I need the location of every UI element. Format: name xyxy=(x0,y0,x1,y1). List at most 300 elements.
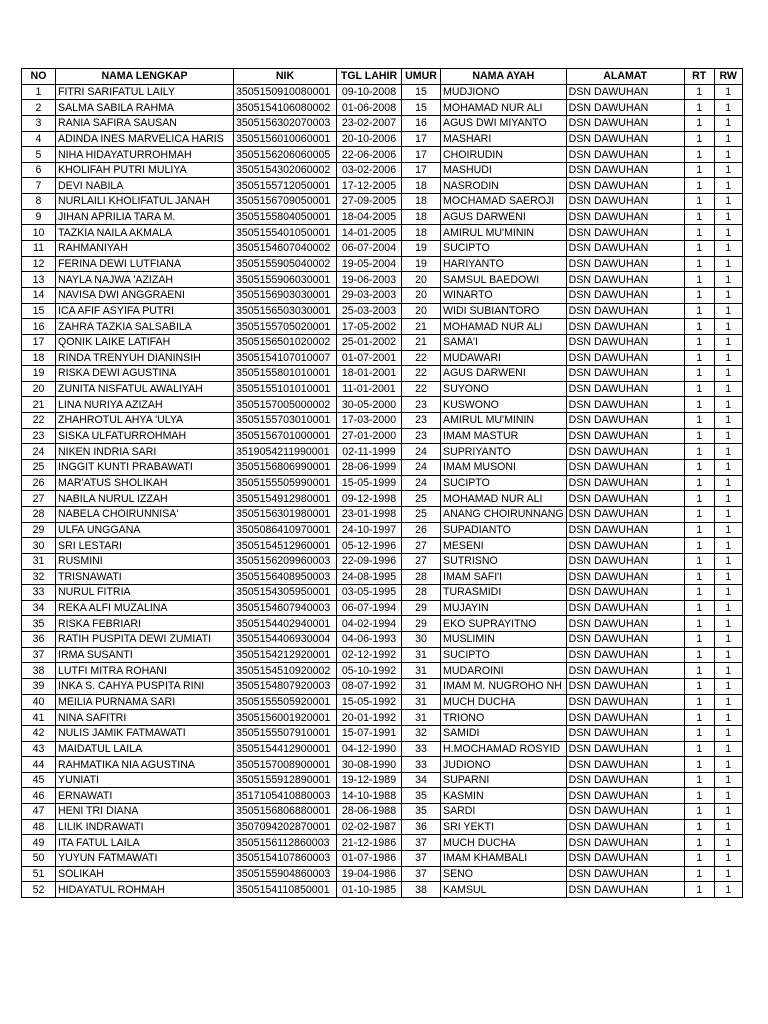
cell-no: 12 xyxy=(22,256,56,272)
cell-no: 6 xyxy=(22,162,56,178)
cell-tgl-lahir: 27-09-2005 xyxy=(337,194,402,210)
table-row xyxy=(22,178,743,194)
cell-nama-ayah: MUCH DUCHA xyxy=(441,694,567,710)
cell-nik: 3505154110850001 xyxy=(234,882,337,898)
cell-nama-ayah: TURASMIDI xyxy=(441,585,567,601)
cell-alamat: DSN DAWUHAN xyxy=(566,569,684,585)
cell-umur: 18 xyxy=(402,178,441,194)
cell-no: 14 xyxy=(22,287,56,303)
table-row xyxy=(22,115,743,131)
cell-nama-lengkap: RISKA DEWI AGUSTINA xyxy=(56,366,234,382)
cell-umur: 25 xyxy=(402,506,441,522)
table-row xyxy=(22,788,743,804)
cell-no: 17 xyxy=(22,334,56,350)
cell-no: 30 xyxy=(22,538,56,554)
cell-umur: 20 xyxy=(402,303,441,319)
cell-no: 23 xyxy=(22,428,56,444)
cell-rt: 1 xyxy=(684,600,714,616)
cell-umur: 29 xyxy=(402,600,441,616)
cell-umur: 17 xyxy=(402,131,441,147)
cell-rt: 1 xyxy=(684,882,714,898)
cell-alamat: DSN DAWUHAN xyxy=(566,553,684,569)
cell-no: 37 xyxy=(22,647,56,663)
header-rw: RW xyxy=(714,69,742,85)
cell-rt: 1 xyxy=(684,632,714,648)
cell-rw: 1 xyxy=(714,178,742,194)
cell-nama-lengkap: ITA FATUL LAILA xyxy=(56,835,234,851)
cell-rt: 1 xyxy=(684,491,714,507)
cell-nama-ayah: MOCHAMAD SAEROJI xyxy=(441,194,567,210)
cell-alamat: DSN DAWUHAN xyxy=(566,835,684,851)
cell-rw: 1 xyxy=(714,851,742,867)
cell-nama-ayah: AGUS DARWENI xyxy=(441,209,567,225)
table-row xyxy=(22,851,743,867)
cell-nama-lengkap: SALMA SABILA RAHMA xyxy=(56,100,234,116)
cell-nama-lengkap: NULIS JAMIK FATMAWATI xyxy=(56,725,234,741)
cell-no: 36 xyxy=(22,632,56,648)
cell-umur: 22 xyxy=(402,381,441,397)
cell-nama-ayah: MOHAMAD NUR ALI xyxy=(441,319,567,335)
cell-rt: 1 xyxy=(684,147,714,163)
cell-nama-lengkap: QONIK LAIKE LATIFAH xyxy=(56,334,234,350)
cell-nama-ayah: IMAM MASTUR xyxy=(441,428,567,444)
cell-nama-lengkap: TAZKIA NAILA AKMALA xyxy=(56,225,234,241)
cell-rt: 1 xyxy=(684,428,714,444)
cell-umur: 16 xyxy=(402,115,441,131)
cell-nama-ayah: KAMSUL xyxy=(441,882,567,898)
cell-rt: 1 xyxy=(684,444,714,460)
cell-nama-lengkap: RAHMATIKA NIA AGUSTINA xyxy=(56,757,234,773)
table-row xyxy=(22,772,743,788)
cell-alamat: DSN DAWUHAN xyxy=(566,428,684,444)
cell-rw: 1 xyxy=(714,585,742,601)
cell-umur: 20 xyxy=(402,287,441,303)
cell-nama-ayah: SAMSUL BAEDOWI xyxy=(441,272,567,288)
cell-nama-ayah: MUSLIMIN xyxy=(441,632,567,648)
cell-nik: 3505154607040002 xyxy=(234,241,337,257)
cell-rw: 1 xyxy=(714,866,742,882)
cell-tgl-lahir: 25-03-2003 xyxy=(337,303,402,319)
cell-alamat: DSN DAWUHAN xyxy=(566,866,684,882)
cell-nama-lengkap: NABELA CHOIRUNNISA' xyxy=(56,506,234,522)
cell-rw: 1 xyxy=(714,569,742,585)
cell-rt: 1 xyxy=(684,819,714,835)
cell-tgl-lahir: 04-02-1994 xyxy=(337,616,402,632)
cell-umur: 30 xyxy=(402,632,441,648)
cell-nama-ayah: MUCH DUCHA xyxy=(441,835,567,851)
cell-nik: 3505156302070003 xyxy=(234,115,337,131)
header-tgl-lahir: TGL LAHIR xyxy=(337,69,402,85)
cell-nama-lengkap: NIHA HIDAYATURROHMAH xyxy=(56,147,234,163)
cell-nama-lengkap: KHOLIFAH PUTRI MULIYA xyxy=(56,162,234,178)
cell-nik: 3505154512960001 xyxy=(234,538,337,554)
cell-tgl-lahir: 05-10-1992 xyxy=(337,663,402,679)
cell-alamat: DSN DAWUHAN xyxy=(566,882,684,898)
cell-tgl-lahir: 28-06-1999 xyxy=(337,460,402,476)
header-no: NO xyxy=(22,69,56,85)
cell-nama-lengkap: MAR'ATUS SHOLIKAH xyxy=(56,475,234,491)
cell-tgl-lahir: 15-05-1992 xyxy=(337,694,402,710)
table-row xyxy=(22,366,743,382)
table-row xyxy=(22,194,743,210)
cell-no: 3 xyxy=(22,115,56,131)
cell-tgl-lahir: 19-05-2004 xyxy=(337,256,402,272)
cell-alamat: DSN DAWUHAN xyxy=(566,491,684,507)
cell-nama-ayah: MOHAMAD NUR ALI xyxy=(441,491,567,507)
cell-nik: 3505156408950003 xyxy=(234,569,337,585)
table-row xyxy=(22,632,743,648)
cell-no: 21 xyxy=(22,397,56,413)
cell-rt: 1 xyxy=(684,178,714,194)
cell-alamat: DSN DAWUHAN xyxy=(566,413,684,429)
cell-nama-ayah: MESENI xyxy=(441,538,567,554)
table-row xyxy=(22,413,743,429)
cell-rw: 1 xyxy=(714,334,742,350)
cell-tgl-lahir: 30-05-2000 xyxy=(337,397,402,413)
cell-nama-ayah: MUJAYIN xyxy=(441,600,567,616)
cell-nik: 3505155703010001 xyxy=(234,413,337,429)
cell-no: 15 xyxy=(22,303,56,319)
cell-nama-lengkap: MEILIA PURNAMA SARI xyxy=(56,694,234,710)
cell-nik: 3517105410880003 xyxy=(234,788,337,804)
cell-nama-lengkap: NAYLA NAJWA 'AZIZAH xyxy=(56,272,234,288)
cell-nik: 3505156709050001 xyxy=(234,194,337,210)
cell-rt: 1 xyxy=(684,538,714,554)
cell-rw: 1 xyxy=(714,115,742,131)
cell-rt: 1 xyxy=(684,100,714,116)
cell-nama-lengkap: ZHAHROTUL AHYA 'ULYA xyxy=(56,413,234,429)
cell-nik: 3505155906030001 xyxy=(234,272,337,288)
table-row xyxy=(22,162,743,178)
header-rt: RT xyxy=(684,69,714,85)
table-row xyxy=(22,444,743,460)
cell-alamat: DSN DAWUHAN xyxy=(566,678,684,694)
cell-nama-lengkap: RATIH PUSPITA DEWI ZUMIATI xyxy=(56,632,234,648)
cell-nik: 3507094202870001 xyxy=(234,819,337,835)
cell-tgl-lahir: 14-10-1988 xyxy=(337,788,402,804)
cell-no: 27 xyxy=(22,491,56,507)
cell-nik: 3505155801010001 xyxy=(234,366,337,382)
cell-umur: 23 xyxy=(402,413,441,429)
cell-nik: 3505156206060005 xyxy=(234,147,337,163)
cell-tgl-lahir: 19-12-1989 xyxy=(337,772,402,788)
header-nama-ayah: NAMA AYAH xyxy=(441,69,567,85)
header-nik: NIK xyxy=(234,69,337,85)
cell-no: 40 xyxy=(22,694,56,710)
cell-rt: 1 xyxy=(684,256,714,272)
cell-rt: 1 xyxy=(684,772,714,788)
cell-umur: 36 xyxy=(402,819,441,835)
cell-tgl-lahir: 08-07-1992 xyxy=(337,678,402,694)
cell-tgl-lahir: 17-05-2002 xyxy=(337,319,402,335)
cell-rt: 1 xyxy=(684,475,714,491)
cell-nama-ayah: IMAM MUSONI xyxy=(441,460,567,476)
cell-tgl-lahir: 15-07-1991 xyxy=(337,725,402,741)
cell-tgl-lahir: 21-12-1986 xyxy=(337,835,402,851)
cell-umur: 31 xyxy=(402,710,441,726)
cell-umur: 18 xyxy=(402,194,441,210)
cell-rw: 1 xyxy=(714,506,742,522)
cell-nama-lengkap: INKA S. CAHYA PUSPITA RINI xyxy=(56,678,234,694)
cell-nama-ayah: SUTRISNO xyxy=(441,553,567,569)
cell-tgl-lahir: 02-02-1987 xyxy=(337,819,402,835)
cell-rt: 1 xyxy=(684,694,714,710)
cell-rw: 1 xyxy=(714,428,742,444)
table-row xyxy=(22,334,743,350)
cell-rw: 1 xyxy=(714,194,742,210)
cell-no: 26 xyxy=(22,475,56,491)
cell-no: 8 xyxy=(22,194,56,210)
cell-umur: 22 xyxy=(402,350,441,366)
cell-rw: 1 xyxy=(714,788,742,804)
cell-nama-ayah: SRI YEKTI xyxy=(441,819,567,835)
cell-rt: 1 xyxy=(684,241,714,257)
cell-nik: 3505155705020001 xyxy=(234,319,337,335)
cell-rt: 1 xyxy=(684,397,714,413)
resident-table xyxy=(21,68,743,898)
cell-umur: 31 xyxy=(402,663,441,679)
cell-no: 44 xyxy=(22,757,56,773)
cell-umur: 26 xyxy=(402,522,441,538)
cell-alamat: DSN DAWUHAN xyxy=(566,741,684,757)
cell-no: 22 xyxy=(22,413,56,429)
cell-nama-lengkap: ZAHRA TAZKIA SALSABILA xyxy=(56,319,234,335)
cell-nik: 3505154510920002 xyxy=(234,663,337,679)
cell-rw: 1 xyxy=(714,757,742,773)
cell-rw: 1 xyxy=(714,819,742,835)
cell-nama-ayah: NASRODIN xyxy=(441,178,567,194)
cell-umur: 15 xyxy=(402,84,441,100)
table-row xyxy=(22,882,743,898)
cell-rt: 1 xyxy=(684,710,714,726)
cell-rw: 1 xyxy=(714,616,742,632)
cell-umur: 34 xyxy=(402,772,441,788)
cell-nama-lengkap: HENI TRI DIANA xyxy=(56,804,234,820)
cell-rt: 1 xyxy=(684,319,714,335)
cell-nik: 3505156301980001 xyxy=(234,506,337,522)
cell-rw: 1 xyxy=(714,522,742,538)
cell-alamat: DSN DAWUHAN xyxy=(566,100,684,116)
cell-no: 11 xyxy=(22,241,56,257)
cell-nik: 3505156001920001 xyxy=(234,710,337,726)
cell-nama-ayah: HARIYANTO xyxy=(441,256,567,272)
cell-alamat: DSN DAWUHAN xyxy=(566,366,684,382)
cell-tgl-lahir: 11-01-2001 xyxy=(337,381,402,397)
table-row xyxy=(22,84,743,100)
cell-alamat: DSN DAWUHAN xyxy=(566,178,684,194)
cell-nama-ayah: AGUS DWI MIYANTO xyxy=(441,115,567,131)
table-row xyxy=(22,538,743,554)
cell-rw: 1 xyxy=(714,397,742,413)
cell-umur: 35 xyxy=(402,788,441,804)
cell-rt: 1 xyxy=(684,413,714,429)
table-row xyxy=(22,804,743,820)
cell-umur: 37 xyxy=(402,866,441,882)
table-row xyxy=(22,647,743,663)
cell-rt: 1 xyxy=(684,725,714,741)
cell-nik: 3505155912890001 xyxy=(234,772,337,788)
cell-rw: 1 xyxy=(714,241,742,257)
cell-nama-lengkap: SRI LESTARI xyxy=(56,538,234,554)
cell-rt: 1 xyxy=(684,460,714,476)
cell-umur: 19 xyxy=(402,256,441,272)
cell-umur: 24 xyxy=(402,444,441,460)
cell-umur: 27 xyxy=(402,538,441,554)
table-row xyxy=(22,460,743,476)
cell-umur: 29 xyxy=(402,616,441,632)
cell-nik: 3505156503030001 xyxy=(234,303,337,319)
cell-nik: 3505155507910001 xyxy=(234,725,337,741)
cell-alamat: DSN DAWUHAN xyxy=(566,616,684,632)
cell-nama-lengkap: ICA AFIF ASYIFA PUTRI xyxy=(56,303,234,319)
cell-alamat: DSN DAWUHAN xyxy=(566,632,684,648)
cell-rw: 1 xyxy=(714,287,742,303)
cell-nik: 3505157005000002 xyxy=(234,397,337,413)
table-row xyxy=(22,225,743,241)
cell-rw: 1 xyxy=(714,772,742,788)
cell-nama-lengkap: TRISNAWATI xyxy=(56,569,234,585)
cell-tgl-lahir: 24-08-1995 xyxy=(337,569,402,585)
cell-nama-lengkap: ADINDA INES MARVELICA HARIS xyxy=(56,131,234,147)
cell-nama-lengkap: LINA NURIYA AZIZAH xyxy=(56,397,234,413)
cell-nama-ayah: MASHARI xyxy=(441,131,567,147)
cell-no: 25 xyxy=(22,460,56,476)
cell-rt: 1 xyxy=(684,272,714,288)
table-row xyxy=(22,741,743,757)
table-row xyxy=(22,491,743,507)
table-row xyxy=(22,585,743,601)
cell-alamat: DSN DAWUHAN xyxy=(566,538,684,554)
cell-umur: 18 xyxy=(402,225,441,241)
cell-tgl-lahir: 05-12-1996 xyxy=(337,538,402,554)
cell-rt: 1 xyxy=(684,788,714,804)
cell-nama-lengkap: RUSMINI xyxy=(56,553,234,569)
cell-rt: 1 xyxy=(684,506,714,522)
cell-no: 46 xyxy=(22,788,56,804)
cell-nik: 3505154305950001 xyxy=(234,585,337,601)
cell-alamat: DSN DAWUHAN xyxy=(566,115,684,131)
cell-nama-ayah: SENO xyxy=(441,866,567,882)
cell-rw: 1 xyxy=(714,381,742,397)
table-row xyxy=(22,569,743,585)
cell-nama-ayah: MUDAROINI xyxy=(441,663,567,679)
cell-rw: 1 xyxy=(714,553,742,569)
table-row xyxy=(22,350,743,366)
cell-umur: 17 xyxy=(402,162,441,178)
cell-nik: 3505154106080002 xyxy=(234,100,337,116)
cell-nama-lengkap: NINA SAFITRI xyxy=(56,710,234,726)
cell-nik: 3505155904860003 xyxy=(234,866,337,882)
cell-nama-ayah: SUPARNI xyxy=(441,772,567,788)
table-row xyxy=(22,522,743,538)
cell-alamat: DSN DAWUHAN xyxy=(566,600,684,616)
cell-no: 33 xyxy=(22,585,56,601)
cell-nama-lengkap: HIDAYATUL ROHMAH xyxy=(56,882,234,898)
cell-umur: 23 xyxy=(402,428,441,444)
cell-nama-ayah: AMIRUL MU'MININ xyxy=(441,225,567,241)
cell-alamat: DSN DAWUHAN xyxy=(566,725,684,741)
cell-tgl-lahir: 06-07-1994 xyxy=(337,600,402,616)
cell-tgl-lahir: 01-07-1986 xyxy=(337,851,402,867)
cell-rt: 1 xyxy=(684,209,714,225)
cell-no: 50 xyxy=(22,851,56,867)
table-row xyxy=(22,678,743,694)
cell-nama-lengkap: REKA ALFI MUZALINA xyxy=(56,600,234,616)
cell-rw: 1 xyxy=(714,350,742,366)
cell-alamat: DSN DAWUHAN xyxy=(566,334,684,350)
cell-tgl-lahir: 28-06-1988 xyxy=(337,804,402,820)
cell-alamat: DSN DAWUHAN xyxy=(566,788,684,804)
cell-alamat: DSN DAWUHAN xyxy=(566,804,684,820)
cell-nama-ayah: IMAM KHAMBALI xyxy=(441,851,567,867)
cell-tgl-lahir: 01-06-2008 xyxy=(337,100,402,116)
cell-rw: 1 xyxy=(714,882,742,898)
table-row xyxy=(22,710,743,726)
cell-no: 16 xyxy=(22,319,56,335)
cell-umur: 33 xyxy=(402,741,441,757)
cell-no: 29 xyxy=(22,522,56,538)
table-row xyxy=(22,147,743,163)
cell-no: 32 xyxy=(22,569,56,585)
table-row xyxy=(22,663,743,679)
cell-nama-lengkap: JIHAN APRILIA TARA M. xyxy=(56,209,234,225)
table-row xyxy=(22,553,743,569)
cell-nama-ayah: H.MOCHAMAD ROSYID xyxy=(441,741,567,757)
cell-nama-lengkap: NURLAILI KHOLIFATUL JANAH xyxy=(56,194,234,210)
cell-rw: 1 xyxy=(714,835,742,851)
cell-nama-lengkap: RISKA FEBRIARI xyxy=(56,616,234,632)
cell-tgl-lahir: 01-07-2001 xyxy=(337,350,402,366)
cell-no: 7 xyxy=(22,178,56,194)
cell-rw: 1 xyxy=(714,147,742,163)
cell-umur: 24 xyxy=(402,460,441,476)
cell-nik: 3505155712050001 xyxy=(234,178,337,194)
cell-alamat: DSN DAWUHAN xyxy=(566,162,684,178)
cell-rt: 1 xyxy=(684,381,714,397)
cell-alamat: DSN DAWUHAN xyxy=(566,757,684,773)
cell-rw: 1 xyxy=(714,678,742,694)
cell-alamat: DSN DAWUHAN xyxy=(566,209,684,225)
cell-nama-ayah: CHOIRUDIN xyxy=(441,147,567,163)
cell-umur: 37 xyxy=(402,835,441,851)
cell-nik: 3505154302060002 xyxy=(234,162,337,178)
cell-alamat: DSN DAWUHAN xyxy=(566,772,684,788)
cell-nik: 3505156010060001 xyxy=(234,131,337,147)
cell-nik: 3505155101010001 xyxy=(234,381,337,397)
cell-rt: 1 xyxy=(684,366,714,382)
table-row xyxy=(22,757,743,773)
cell-nama-ayah: MUDAWARI xyxy=(441,350,567,366)
table-row xyxy=(22,209,743,225)
header-nama-lengkap: NAMA LENGKAP xyxy=(56,69,234,85)
cell-nama-lengkap: MAIDATUL LAILA xyxy=(56,741,234,757)
cell-umur: 35 xyxy=(402,804,441,820)
cell-alamat: DSN DAWUHAN xyxy=(566,319,684,335)
cell-nama-lengkap: NIKEN INDRIA SARI xyxy=(56,444,234,460)
cell-tgl-lahir: 25-01-2002 xyxy=(337,334,402,350)
cell-no: 38 xyxy=(22,663,56,679)
cell-rw: 1 xyxy=(714,100,742,116)
cell-umur: 31 xyxy=(402,678,441,694)
cell-rt: 1 xyxy=(684,522,714,538)
header-umur: UMUR xyxy=(402,69,441,85)
cell-tgl-lahir: 29-03-2003 xyxy=(337,287,402,303)
cell-nama-lengkap: NAVISA DWI ANGGRAENI xyxy=(56,287,234,303)
cell-nik: 3505154212920001 xyxy=(234,647,337,663)
cell-alamat: DSN DAWUHAN xyxy=(566,647,684,663)
cell-tgl-lahir: 27-01-2000 xyxy=(337,428,402,444)
cell-tgl-lahir: 14-01-2005 xyxy=(337,225,402,241)
